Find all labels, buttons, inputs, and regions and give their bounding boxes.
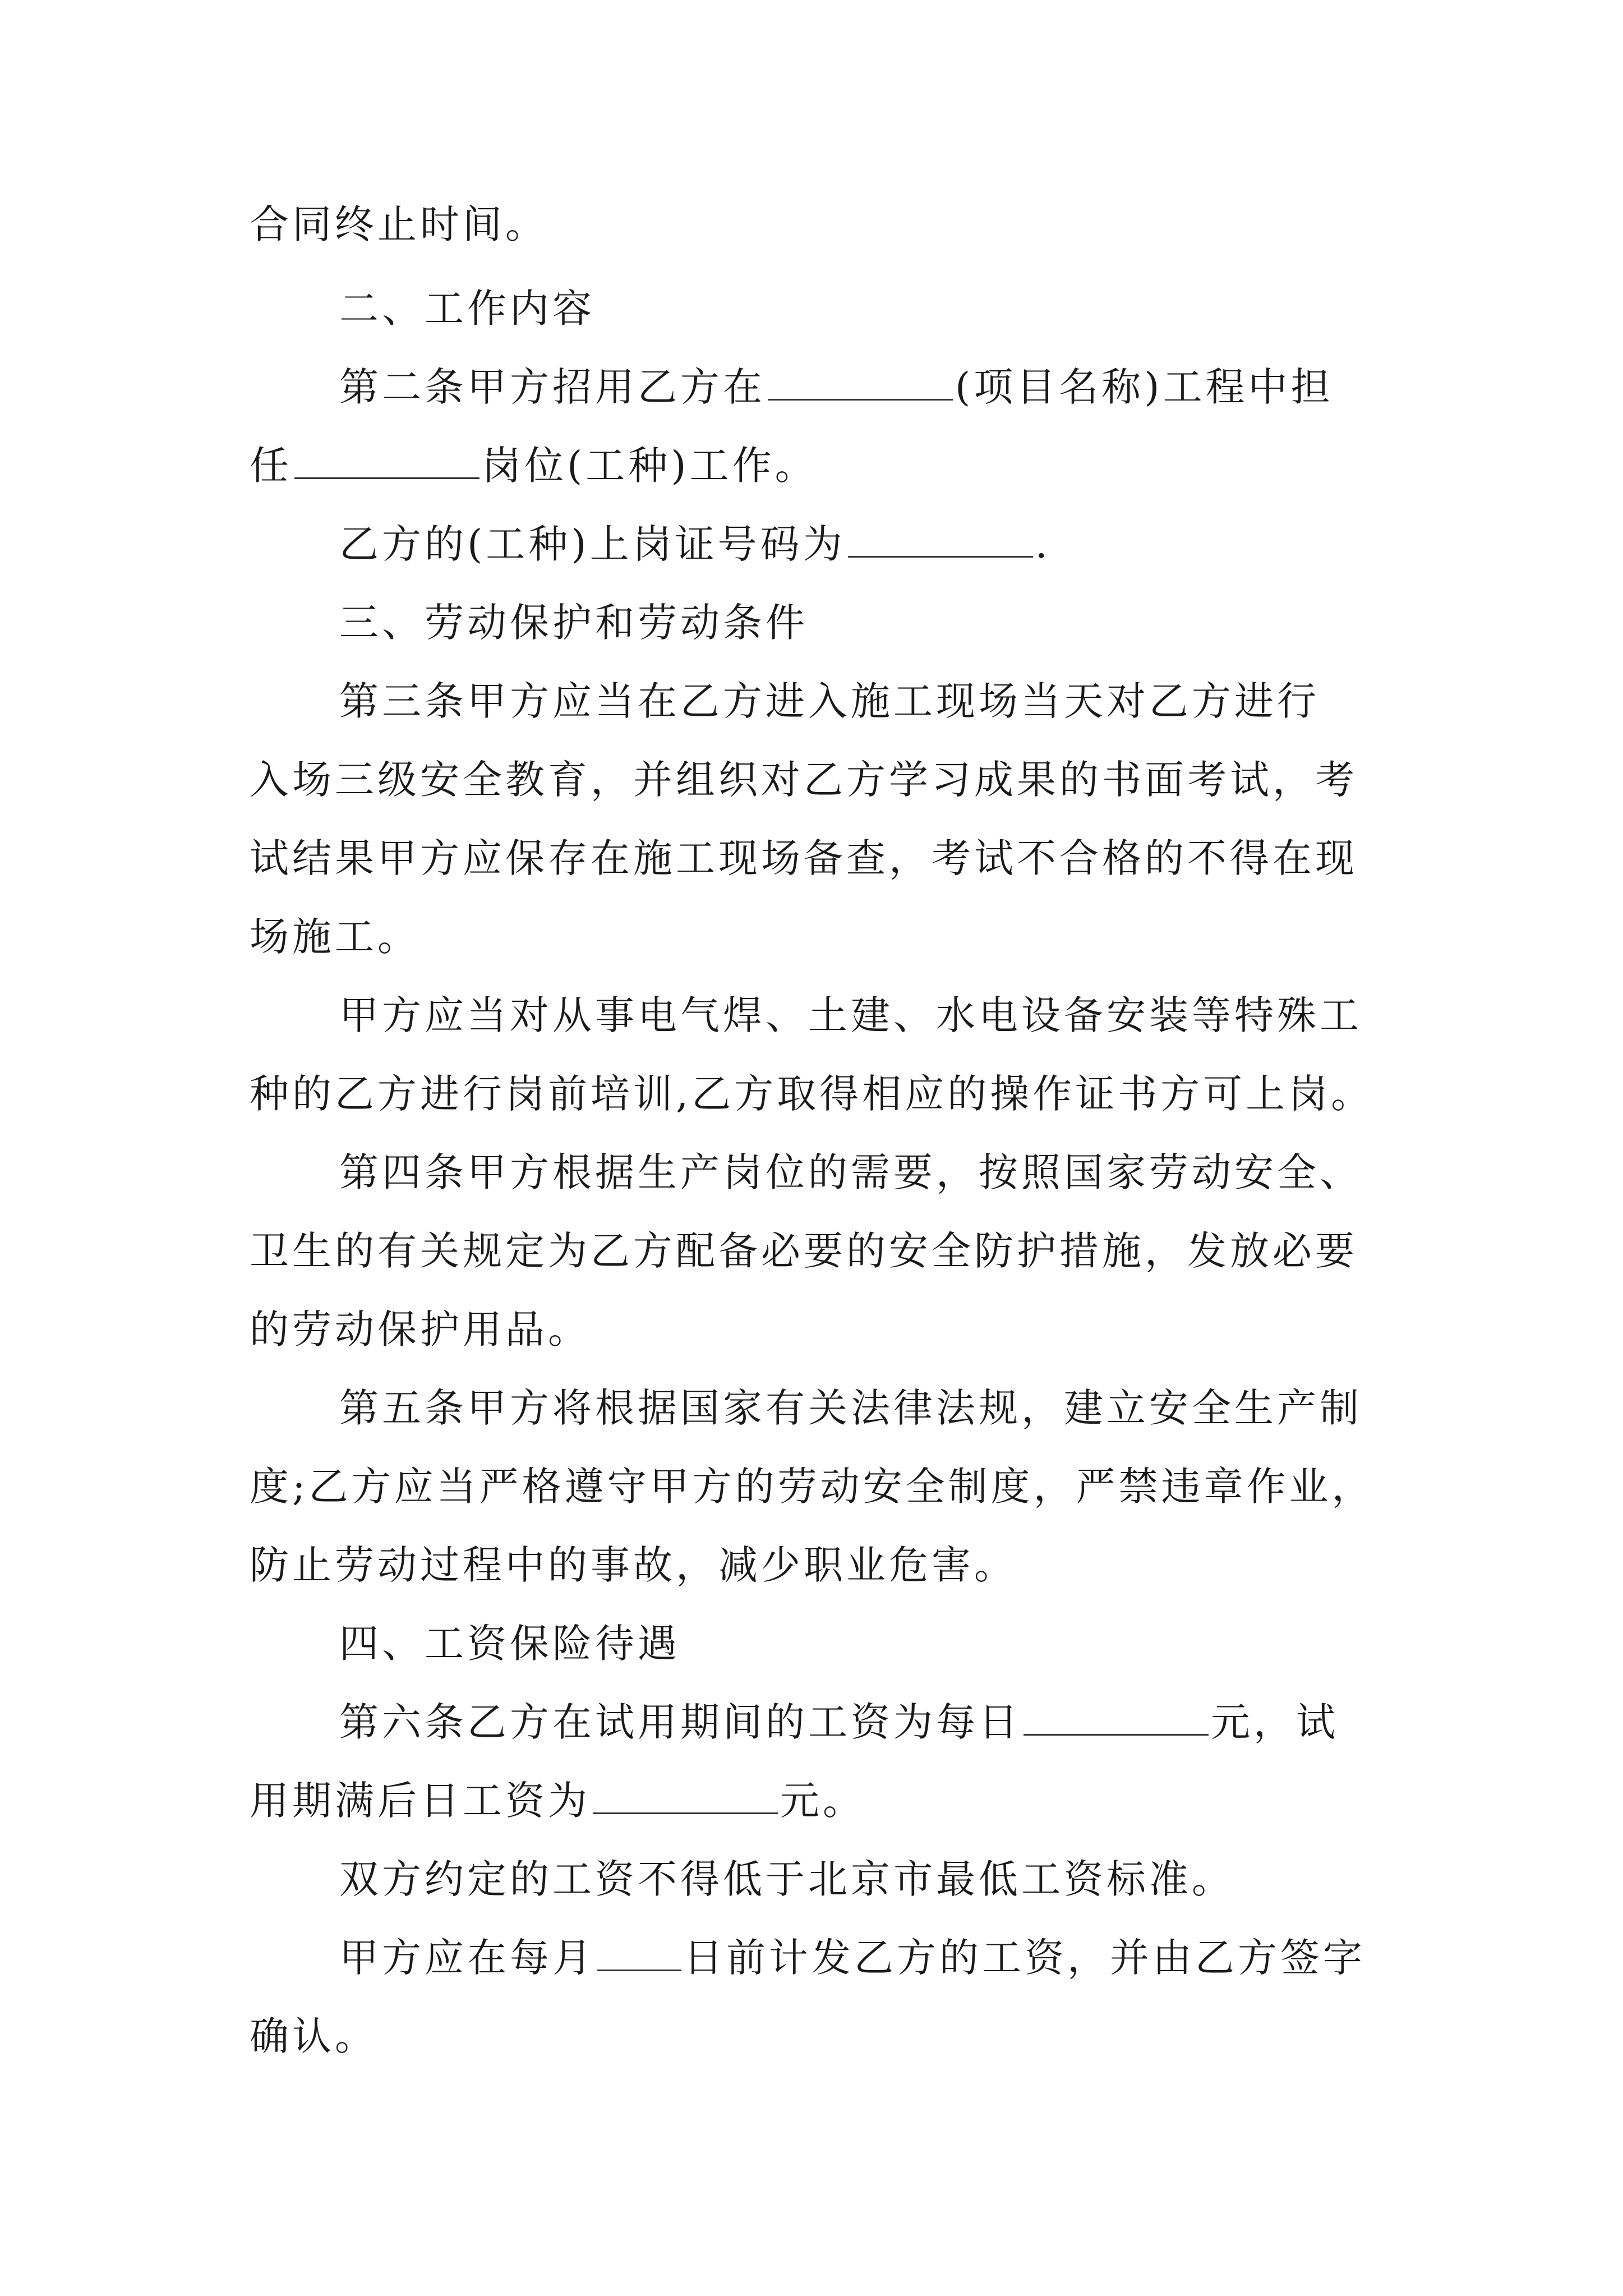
text: 第四条甲方根据生产岗位的需要，按照国家劳动安全、 — [339, 1149, 1362, 1195]
text: (项目名称)工程中担 — [955, 364, 1334, 410]
text: 乙方的(工种)上岗证号码为 — [339, 521, 846, 567]
paragraph-line — [339, 984, 1362, 1046]
text: 的劳动保护用品。 — [250, 1306, 591, 1352]
text: 卫生的有关规定为乙方配备必要的安全防护措施，发放必要 — [250, 1228, 1358, 1274]
paragraph-line — [250, 749, 1358, 811]
text: 甲方应在每月 — [339, 1935, 595, 1981]
paragraph-line — [250, 1063, 1373, 1125]
fill-in-blank-certificate-number[interactable] — [848, 517, 1033, 558]
paragraph-line — [250, 1534, 1017, 1596]
paragraph-line — [250, 827, 1358, 889]
paragraph-line — [339, 513, 1051, 575]
paragraph-line — [250, 2005, 377, 2067]
text: . — [1035, 521, 1051, 567]
paragraph-line — [250, 1456, 1375, 1517]
text: 合同终止时间。 — [250, 201, 548, 247]
paragraph-line — [250, 1220, 1358, 1282]
text: 第五条甲方将根据国家有关法律法规，建立安全生产制 — [339, 1385, 1362, 1431]
paragraph-line — [250, 194, 548, 255]
paragraph-line — [339, 670, 1320, 732]
text: 场施工。 — [250, 914, 420, 960]
paragraph-line — [250, 435, 818, 496]
text: 岗位(工种)工作。 — [482, 443, 818, 489]
fill-in-blank-probation-daily-wage[interactable] — [1023, 1695, 1209, 1736]
text: 三、劳动保护和劳动条件 — [339, 600, 808, 646]
text: 入场三级安全教育，并组织对乙方学习成果的书面考试，考 — [250, 757, 1358, 803]
text: 任 — [250, 443, 292, 489]
paragraph-line — [339, 1377, 1362, 1439]
fill-in-blank-pay-day[interactable] — [597, 1930, 681, 1971]
paragraph-line — [250, 906, 420, 968]
text: 第二条甲方招用乙方在 — [339, 364, 766, 410]
text: 二、工作内容 — [339, 286, 595, 332]
paragraph-line — [250, 1770, 865, 1832]
paragraph-line — [250, 1299, 591, 1360]
fill-in-blank-position[interactable] — [294, 438, 479, 479]
text: 日前计发乙方的工资，并由乙方签字 — [684, 1935, 1366, 1981]
text: 第三条甲方应当在乙方进入施工现场当天对乙方进行 — [339, 678, 1320, 724]
text: 元。 — [780, 1778, 865, 1824]
text: 元，试 — [1211, 1699, 1339, 1745]
text: 第六条乙方在试用期间的工资为每日 — [339, 1699, 1021, 1745]
text: 双方约定的工资不得低于北京市最低工资标准。 — [339, 1856, 1234, 1902]
text: 用期满后日工资为 — [250, 1778, 591, 1824]
text: 甲方应当对从事电气焊、土建、水电设备安装等特殊工 — [339, 992, 1362, 1038]
paragraph-line — [339, 1691, 1339, 1753]
paragraph-line — [339, 1848, 1234, 1910]
text: 四、工资保险待遇 — [339, 1621, 680, 1667]
paragraph-line — [339, 356, 1334, 418]
text: 度;乙方应当严格遵守甲方的劳动安全制度，严禁违章作业， — [250, 1464, 1375, 1510]
fill-in-blank-project-name[interactable] — [768, 360, 953, 401]
text: 试结果甲方应保存在施工现场备查，考试不合格的不得在现 — [250, 835, 1358, 881]
text: 防止劳动过程中的事故，减少职业危害。 — [250, 1542, 1017, 1588]
fill-in-blank-daily-wage[interactable] — [593, 1773, 778, 1814]
paragraph-line — [339, 1142, 1362, 1203]
text: 种的乙方进行岗前培训,乙方取得相应的操作证书方可上岗。 — [250, 1071, 1374, 1117]
section-heading-work-content — [339, 278, 595, 339]
section-heading-wages-insurance — [339, 1613, 680, 1674]
text: 确认。 — [250, 2013, 377, 2059]
section-heading-labor-protection — [339, 592, 808, 654]
paragraph-line — [339, 1927, 1366, 1989]
